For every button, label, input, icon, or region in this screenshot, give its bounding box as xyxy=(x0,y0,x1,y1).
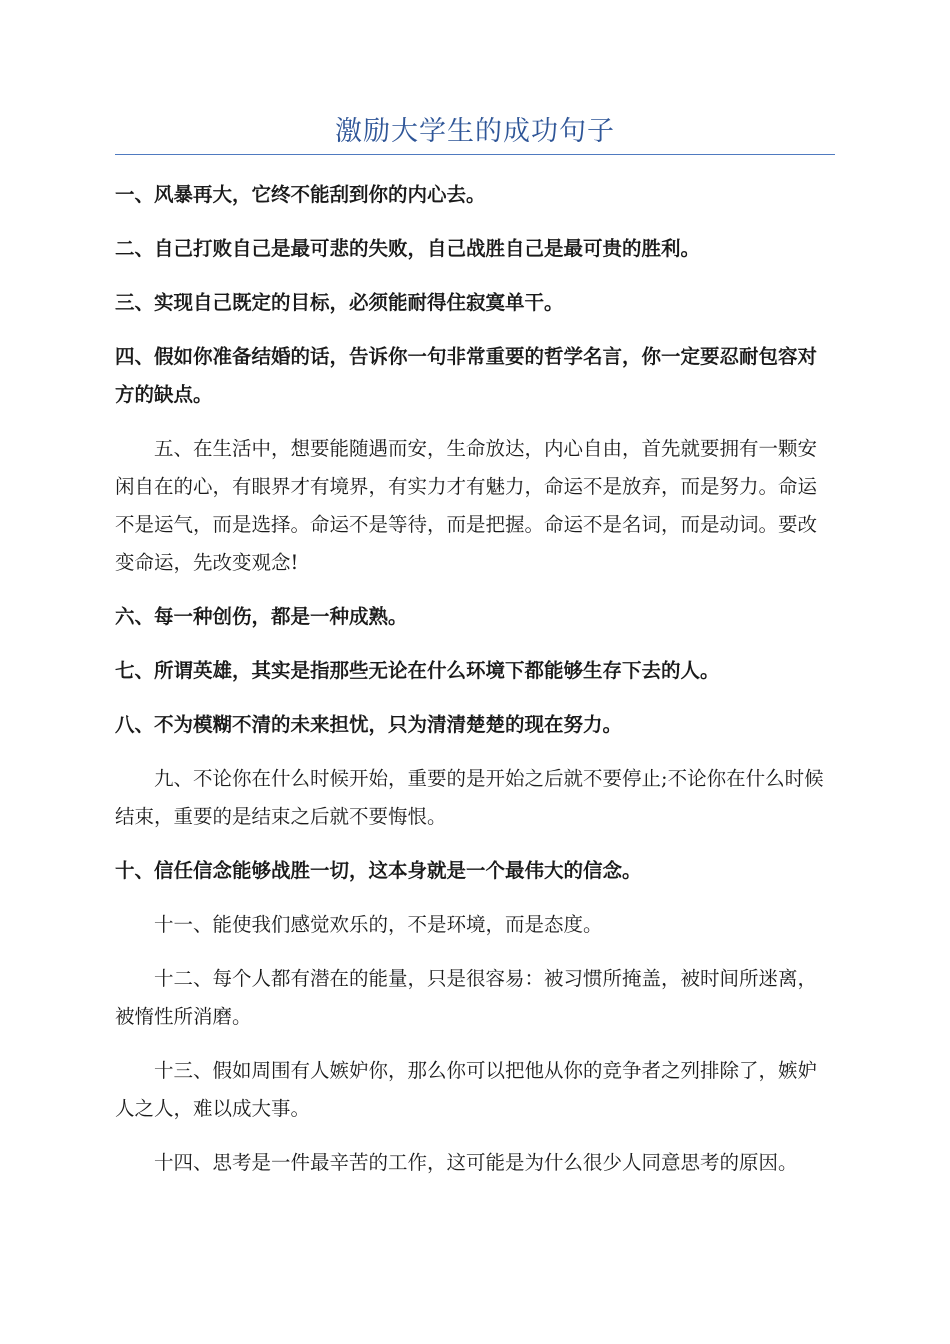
paragraph-12: 十二、每个人都有潜在的能量，只是很容易：被习惯所掩盖，被时间所迷离，被惰性所消磨。 xyxy=(115,967,818,1028)
document-title: 激励大学生的成功句子 xyxy=(335,116,615,147)
paragraph-8: 八、不为模糊不清的未来担忧，只为清清楚楚的现在努力。 xyxy=(115,713,623,736)
paragraph-1: 一、风暴再大，它终不能刮到你的内心去。 xyxy=(115,183,486,206)
paragraph-5: 五、在生活中，想要能随遇而安，生命放达，内心自由，首先就要拥有一颗安闲自在的心，有眼界才有境界，有实力才有魅力，命运不是放弃，而是努力。命运不是运气，而是选择。命运不是等待，而是把握。命运不是名词，而是动词。要改变命运，先改变观念! xyxy=(115,437,818,574)
paragraph-3: 三、实现自己既定的目标，必须能耐得住寂寞单干。 xyxy=(115,291,564,314)
paragraph-9: 九、不论你在什么时候开始，重要的是开始之后就不要停止;不论你在什么时候结束，重要的是结束之后就不要悔恨。 xyxy=(115,767,824,828)
document-body xyxy=(115,176,835,1182)
paragraph-2: 二、自己打败自己是最可悲的失败，自己战胜自己是最可贵的胜利。 xyxy=(115,237,701,260)
paragraph-14: 十四、思考是一件最辛苦的工作，这可能是为什么很少人同意思考的原因。 xyxy=(154,1151,798,1174)
paragraph-4: 四、假如你准备结婚的话，告诉你一句非常重要的哲学名言，你一定要忍耐包容对方的缺点。 xyxy=(115,345,818,406)
paragraph-6: 六、每一种创伤，都是一种成熟。 xyxy=(115,605,408,628)
paragraph-7: 七、所谓英雄，其实是指那些无论在什么环境下都能够生存下去的人。 xyxy=(115,659,720,682)
paragraph-11: 十一、能使我们感觉欢乐的，不是环境，而是态度。 xyxy=(154,913,603,936)
title-underline xyxy=(115,154,835,155)
paragraph-13: 十三、假如周围有人嫉妒你，那么你可以把他从你的竞争者之列排除了，嫉妒人之人，难以成大事。 xyxy=(115,1059,818,1120)
paragraph-10: 十、信任信念能够战胜一切，这本身就是一个最伟大的信念。 xyxy=(115,859,642,882)
